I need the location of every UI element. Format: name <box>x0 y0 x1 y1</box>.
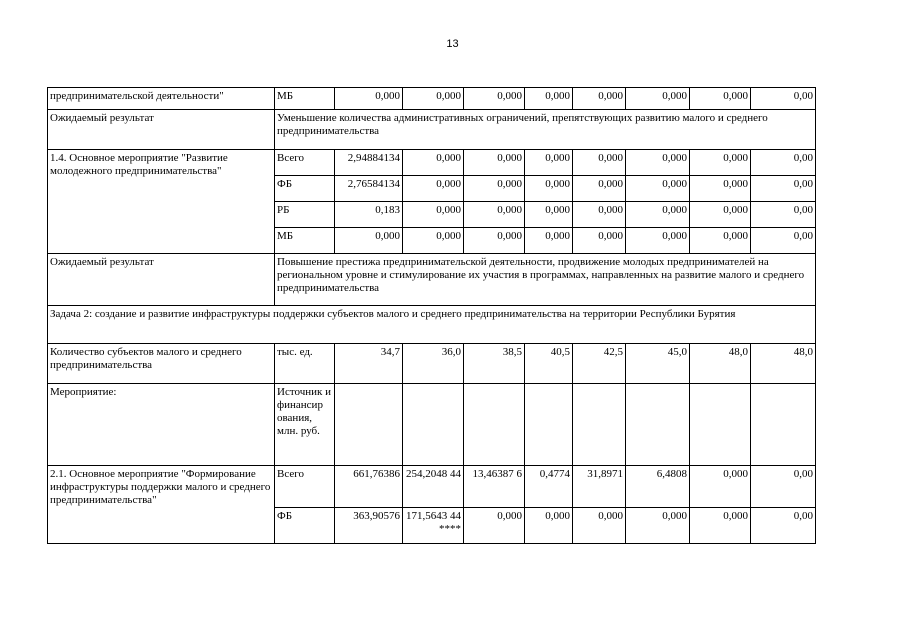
value-cell: 0,00 <box>751 508 816 544</box>
source-cell: МБ <box>275 228 335 254</box>
value-cell: 0,4774 <box>525 466 573 508</box>
value-cell: 0,000 <box>464 202 525 228</box>
empty-cell <box>335 384 403 466</box>
empty-cell <box>573 384 626 466</box>
value-cell: 0,000 <box>464 228 525 254</box>
table-row <box>48 88 816 110</box>
value-cell: 0,000 <box>626 508 690 544</box>
value-cell: 0,000 <box>464 150 525 176</box>
value-cell: 0,000 <box>690 88 751 110</box>
value-cell: 0,000 <box>525 202 573 228</box>
value-cell: 0,00 <box>751 228 816 254</box>
source-cell: МБ <box>275 88 335 110</box>
value-cell: 48,0 <box>690 344 751 384</box>
table-row <box>48 110 816 150</box>
value-cell: 0,000 <box>690 508 751 544</box>
value-cell: 0,000 <box>403 202 464 228</box>
program-table <box>47 87 816 544</box>
source-cell: ФБ <box>275 176 335 202</box>
empty-cell <box>690 384 751 466</box>
row-label: 2.1. Основное мероприятие "Формирование инфраструктуры поддержки малого и среднего предпринимательства" <box>48 466 275 544</box>
empty-cell <box>751 384 816 466</box>
value-cell: 254,2048 44 <box>403 466 464 508</box>
value-cell: 0,000 <box>525 176 573 202</box>
task-heading: Задача 2: создание и развитие инфраструктуры поддержки субъектов малого и среднего предпринимательства на территории Республики Бурятия <box>48 306 816 344</box>
value-cell: 363,90576 <box>335 508 403 544</box>
table-row <box>48 306 816 344</box>
source-cell: ФБ <box>275 508 335 544</box>
value-cell: 0,000 <box>626 228 690 254</box>
value-cell: 36,0 <box>403 344 464 384</box>
value-cell: 0,000 <box>403 88 464 110</box>
value-cell: 0,000 <box>626 202 690 228</box>
value-cell: 0,000 <box>573 228 626 254</box>
value-cell: 171,5643 44 **** <box>403 508 464 544</box>
value-cell: 13,46387 6 <box>464 466 525 508</box>
value-cell: 42,5 <box>573 344 626 384</box>
value-cell: 0,00 <box>751 202 816 228</box>
value-cell: 0,000 <box>573 202 626 228</box>
page-number: 13 <box>446 38 459 50</box>
value-cell: 0,000 <box>573 508 626 544</box>
value-cell: 40,5 <box>525 344 573 384</box>
value-cell: 0,000 <box>573 150 626 176</box>
row-label: Ожидаемый результат <box>48 110 275 150</box>
value-cell: 0,000 <box>626 176 690 202</box>
value-cell: 0,000 <box>690 466 751 508</box>
value-cell: 0,000 <box>464 508 525 544</box>
value-cell: 0,000 <box>690 176 751 202</box>
value-cell: 34,7 <box>335 344 403 384</box>
value-cell: 0,000 <box>573 176 626 202</box>
empty-cell <box>464 384 525 466</box>
value-cell: 0,00 <box>751 466 816 508</box>
value-cell: 38,5 <box>464 344 525 384</box>
value-cell: 0,000 <box>626 150 690 176</box>
source-cell: Всего <box>275 150 335 176</box>
value-cell: 0,000 <box>573 88 626 110</box>
value-cell: 0,000 <box>403 150 464 176</box>
row-label: Мероприятие: <box>48 384 275 466</box>
table-row <box>48 466 816 508</box>
row-label: предпринимательской деятельности" <box>48 88 275 110</box>
source-cell: РБ <box>275 202 335 228</box>
value-cell: 0,000 <box>690 228 751 254</box>
value-cell: 0,000 <box>335 88 403 110</box>
table-row <box>48 254 816 306</box>
value-cell: 6,4808 <box>626 466 690 508</box>
value-cell: 2,76584134 <box>335 176 403 202</box>
source-header-cell: Источник и финансир ования, млн. руб. <box>275 384 335 466</box>
value-cell: 2,94884134 <box>335 150 403 176</box>
value-cell: 0,000 <box>403 176 464 202</box>
table-row <box>48 384 816 466</box>
source-cell: Всего <box>275 466 335 508</box>
value-cell: 0,000 <box>464 176 525 202</box>
value-cell: 0,000 <box>525 508 573 544</box>
value-cell: 0,00 <box>751 176 816 202</box>
value-cell: 0,000 <box>525 228 573 254</box>
value-cell: 0,00 <box>751 88 816 110</box>
value-cell: 45,0 <box>626 344 690 384</box>
value-cell: 0,000 <box>464 88 525 110</box>
value-cell: 48,0 <box>751 344 816 384</box>
empty-cell <box>403 384 464 466</box>
row-label: Ожидаемый результат <box>48 254 275 306</box>
value-cell: 0,00 <box>751 150 816 176</box>
value-cell: 0,000 <box>690 150 751 176</box>
value-cell: 0,000 <box>525 150 573 176</box>
row-label: Количество субъектов малого и среднего предпринимательства <box>48 344 275 384</box>
table-row <box>48 344 816 384</box>
value-cell: 0,000 <box>525 88 573 110</box>
empty-cell <box>525 384 573 466</box>
value-cell: 0,000 <box>335 228 403 254</box>
expected-result-text: Уменьшение количества административных ограничений, препятствующих развитию малого и среднего предпринимательства <box>275 110 816 150</box>
empty-cell <box>626 384 690 466</box>
value-cell: 661,76386 <box>335 466 403 508</box>
value-cell: 0,183 <box>335 202 403 228</box>
table-row <box>48 150 816 176</box>
expected-result-text: Повышение престижа предпринимательской деятельности, продвижение молодых предпринимателей на региональном уровне и стимулирование их участия в программах, направленных на развитие малого и среднего предпринимательства <box>275 254 816 306</box>
row-label: 1.4. Основное мероприятие "Развитие молодежного предпринимательства" <box>48 150 275 254</box>
value-cell: 0,000 <box>403 228 464 254</box>
value-cell: 31,8971 <box>573 466 626 508</box>
value-cell: 0,000 <box>690 202 751 228</box>
source-cell: тыс. ед. <box>275 344 335 384</box>
value-cell: 0,000 <box>626 88 690 110</box>
